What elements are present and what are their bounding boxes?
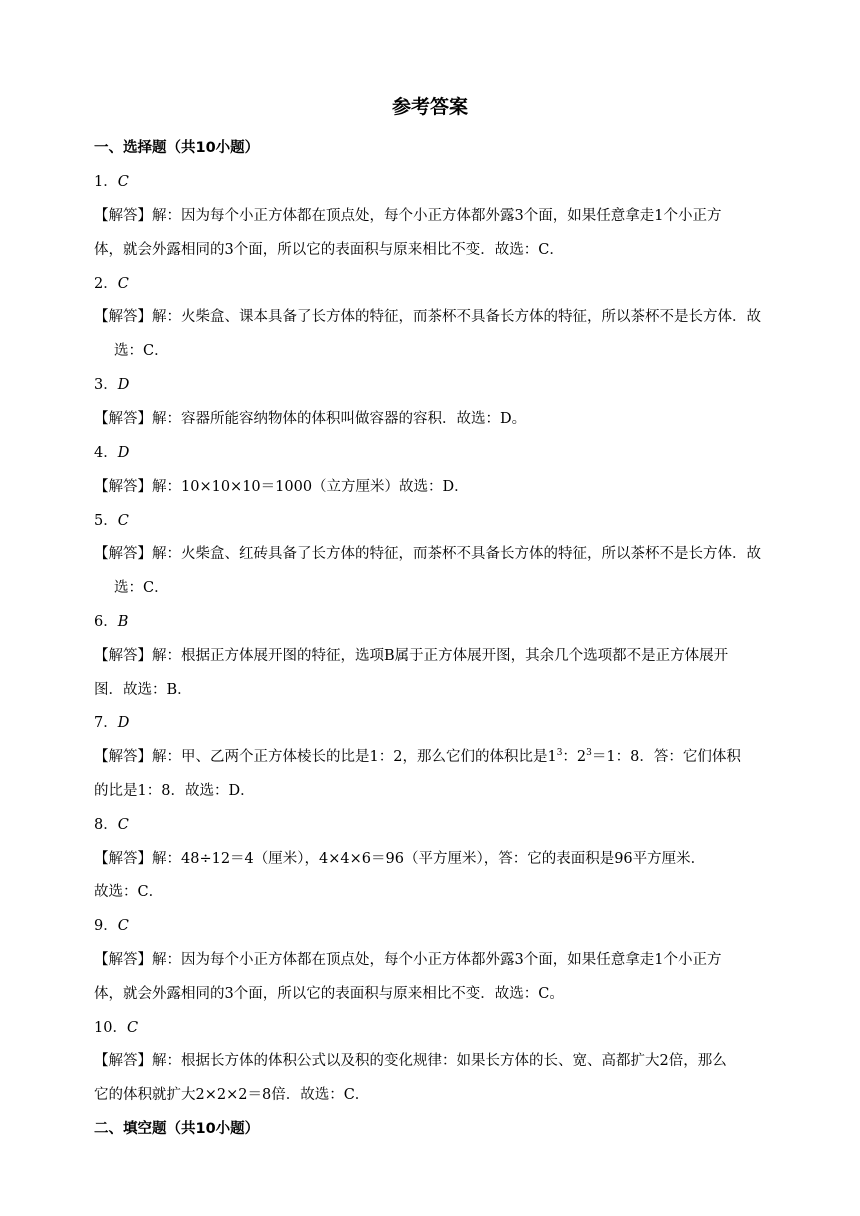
question-number: 5．C bbox=[94, 513, 129, 529]
answer-letter: D bbox=[117, 715, 130, 731]
solution-line: 【解答】解：根据长方体的体积公式以及积的变化规律：如果长方体的长、宽、高都扩大2倍，那么 bbox=[94, 1053, 727, 1069]
solution-line: 【解答】解：根据正方体展开图的特征，选项B属于正方体展开图，其余几个选项都不是正方体展开 bbox=[94, 648, 729, 664]
answer-letter: D bbox=[117, 445, 130, 461]
solution-line: 故选：C． bbox=[94, 884, 164, 900]
solution-line: 它的体积就扩大2×2×2＝8倍．故选：C． bbox=[94, 1087, 370, 1103]
answer-letter: C bbox=[126, 1020, 139, 1036]
solution-line: 图．故选：B． bbox=[94, 682, 192, 698]
question-number: 7．D bbox=[94, 715, 130, 731]
question-number: 9．C bbox=[94, 918, 129, 934]
answer-letter: C bbox=[117, 817, 129, 833]
solution-line: 体，就会外露相同的3个面，所以它的表面积与原来相比不变．故选：C． bbox=[94, 242, 564, 258]
section-heading-fill: 二、填空题（共10小题） bbox=[94, 1121, 260, 1137]
solution-line: 体，就会外露相同的3个面，所以它的表面积与原来相比不变．故选：C。 bbox=[94, 986, 564, 1002]
page-title: 参考答案 bbox=[391, 96, 468, 118]
section-heading-choice: 一、选择题（共10小题） bbox=[94, 140, 260, 156]
solution-line: 【解答】解：因为每个小正方体都在顶点处，每个小正方体都外露3个面，如果任意拿走1个小正方 bbox=[94, 208, 722, 224]
solution-line: 【解答】解：火柴盒、课本具备了长方体的特征，而茶杯不具备长方体的特征，所以茶杯不是长方体．故 bbox=[94, 309, 761, 325]
solution-line: 选：C． bbox=[114, 580, 169, 596]
solution-line: 【解答】解：48÷12＝4（厘米），4×4×6＝96（平方厘米），答：它的表面积是96平方厘米． bbox=[94, 851, 706, 867]
solution-line: 【解答】解：火柴盒、红砖具备了长方体的特征，而茶杯不具备长方体的特征，所以茶杯不是长方体．故 bbox=[94, 546, 761, 562]
question-number: 10．C bbox=[94, 1020, 139, 1036]
solution-line: 【解答】解：因为每个小正方体都在顶点处，每个小正方体都外露3个面，如果任意拿走1个小正方 bbox=[94, 952, 722, 968]
solution-line: 【解答】解：10×10×10＝1000（立方厘米）故选：D． bbox=[94, 479, 469, 495]
solution-line: 的比是1：8．故选：D． bbox=[94, 783, 255, 799]
question-number: 6．B bbox=[94, 614, 129, 630]
answer-letter: C bbox=[117, 918, 129, 934]
question-number: 3．D bbox=[94, 377, 130, 393]
question-number: 4．D bbox=[94, 445, 130, 461]
solution-line: 【解答】解：容器所能容纳物体的体积叫做容器的容积．故选：D。 bbox=[94, 411, 527, 427]
answer-letter: C bbox=[117, 174, 129, 190]
solution-line: 【解答】解：甲、乙两个正方体棱长的比是1：2，那么它们的体积比是$1^3$：$2^3=1$：8．答：它们体积 bbox=[94, 748, 741, 765]
question-number: 1．C bbox=[94, 174, 129, 190]
answer-letter: D bbox=[117, 377, 130, 393]
question-number: 2．C bbox=[94, 276, 129, 292]
question-number: 8．C bbox=[94, 817, 129, 833]
answer-letter: B bbox=[117, 614, 129, 630]
answer-letter: C bbox=[117, 276, 129, 292]
answer-letter: C bbox=[117, 513, 129, 529]
solution-line: 选：C． bbox=[114, 343, 169, 359]
